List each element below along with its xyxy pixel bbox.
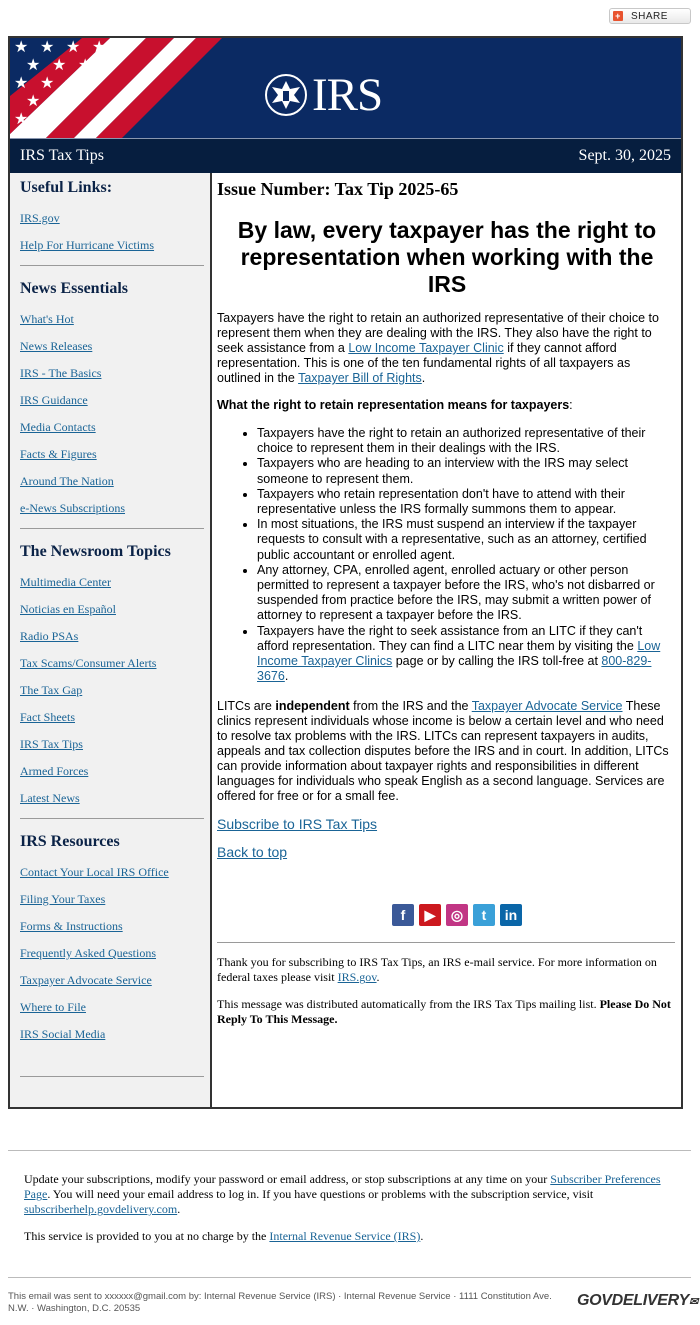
sidebar-divider xyxy=(20,1076,204,1077)
sidebar-section-news-essentials xyxy=(10,280,210,516)
govdelivery-logo[interactable] xyxy=(577,1292,698,1310)
sidebar-heading: News Essentials xyxy=(20,280,129,297)
facebook-icon[interactable]: f xyxy=(392,904,414,926)
irs-link[interactable]: Internal Revenue Service (IRS) xyxy=(269,1229,421,1243)
intro-paragraph xyxy=(217,311,677,386)
issue-number: Issue Number: Tax Tip 2025-65 xyxy=(217,179,459,199)
sidebar-link[interactable]: Help For Hurricane Victims xyxy=(20,238,155,252)
twitter-icon[interactable]: t xyxy=(473,904,495,926)
section-subhead xyxy=(217,398,677,412)
subscription-text xyxy=(24,1172,674,1217)
thanks-end: . xyxy=(376,970,380,985)
rights-list xyxy=(217,426,677,684)
list-item: • Taxpayers have the right to retain an authorized representative of their choice to represent them in their dealings with the IRS. xyxy=(257,426,677,456)
sidebar-link[interactable]: The Tax Gap xyxy=(20,683,83,697)
subscribe-link[interactable]: Subscribe to IRS Tax Tips xyxy=(217,816,378,833)
thanks-text xyxy=(217,955,677,985)
list-item: • Any attorney, CPA, enrolled agent, enrolled actuary or other person permitted to represent a taxpayer before the IRS, who's not disbarred or suspended from practice before the IRS, may submit a written power of attorney to represent a taxpayer before the IRS. xyxy=(257,563,677,624)
subscription-body: . You will need your email address to log in. If you have questions or problems with the subscription service, visit xyxy=(47,1187,594,1201)
svg-text:★: ★ xyxy=(78,55,93,74)
article-headline: By law, every taxpayer has the right to representation when working with the IRS xyxy=(237,217,657,297)
share-label: SHARE xyxy=(631,10,668,22)
bottom-divider xyxy=(8,1277,691,1278)
content-divider xyxy=(217,942,675,943)
subscription-divider xyxy=(8,1150,691,1151)
phone-link[interactable]: 800-829-3676 xyxy=(257,654,652,684)
sidebar-link[interactable]: News Releases xyxy=(20,339,93,353)
sidebar-link[interactable]: Forms & Instructions xyxy=(20,919,123,933)
intro-text: . xyxy=(421,371,426,385)
taxpayer-bill-of-rights-link[interactable]: Taxpayer Bill of Rights xyxy=(298,371,422,385)
distribution-notice xyxy=(217,997,677,1027)
instagram-icon[interactable]: ◎ xyxy=(446,904,468,926)
svg-text:★: ★ xyxy=(26,91,41,110)
irs-logo xyxy=(264,68,382,122)
litc-page-link[interactable]: Low Income Taxpayer Clinics xyxy=(257,638,661,669)
sidebar-link[interactable]: What's Hot xyxy=(20,312,74,326)
plus-icon: + xyxy=(613,11,623,21)
newsletter-title: IRS Tax Tips xyxy=(20,147,104,164)
envelope-icon: ✉ xyxy=(689,1296,698,1308)
sidebar-link[interactable]: IRS Tax Tips xyxy=(20,737,83,751)
subhead-text: What the right to retain representation means for taxpayers xyxy=(217,398,570,412)
sidebar-link[interactable]: e-News Subscriptions xyxy=(20,501,125,515)
provided-end: . xyxy=(420,1229,424,1243)
list-item xyxy=(257,624,677,685)
list-item-text: page or by calling the IRS toll-free at xyxy=(392,654,602,669)
issue-date: Sept. 30, 2025 xyxy=(578,147,671,164)
sidebar-link[interactable]: IRS Social Media xyxy=(20,1027,106,1041)
svg-text:★: ★ xyxy=(40,73,55,92)
sidebar-heading: Useful Links: xyxy=(20,179,113,196)
sidebar-link[interactable]: Fact Sheets xyxy=(20,710,75,724)
sidebar-section-irs-resources xyxy=(10,833,210,1042)
sidebar xyxy=(10,173,212,1107)
banner xyxy=(10,38,681,138)
provided-body: This service is provided to you at no charge by the xyxy=(24,1229,270,1243)
list-item-text: . xyxy=(284,669,289,684)
sidebar-link[interactable]: Media Contacts xyxy=(20,420,96,434)
svg-text:★: ★ xyxy=(40,38,55,56)
provided-by-text xyxy=(24,1229,674,1244)
sidebar-link[interactable]: IRS - The Basics xyxy=(20,366,102,380)
list-item-text: Taxpayers have the right to seek assistance from an LITC if they can't afford representation. They can find a LITC near them by visiting the xyxy=(257,623,643,653)
sidebar-link[interactable]: Multimedia Center xyxy=(20,575,111,589)
sidebar-link[interactable]: Radio PSAs xyxy=(20,629,79,643)
subscription-body: . xyxy=(177,1202,181,1216)
intro-text: Taxpayers have the right to retain an authorized representative of their choice to represent them when they are dealing with the IRS. They also have the right to seek assistance from a xyxy=(217,311,659,355)
distribution-text: This message was distributed automatically from the IRS Tax Tips mailing list. xyxy=(217,997,600,1012)
sidebar-link[interactable]: Contact Your Local IRS Office xyxy=(20,865,169,879)
sidebar-divider xyxy=(20,265,204,266)
eagle-icon xyxy=(264,73,308,117)
social-links xyxy=(217,904,677,926)
govdelivery-text: GOVDELIVERY xyxy=(577,1292,689,1309)
svg-text:★: ★ xyxy=(52,55,67,74)
sent-to-notice: This email was sent to xxxxxx@gmail.com by: Internal Revenue Service (IRS) · Internal Revenue Service · 1111 Constitution Ave. N.W. · Washington, D.C. 20535 xyxy=(8,1291,552,1314)
sidebar-link[interactable]: Where to File xyxy=(20,1000,86,1014)
litc-link[interactable]: Low Income Taxpayer Clinic xyxy=(348,341,504,355)
sidebar-link[interactable]: Around The Nation xyxy=(20,474,114,488)
svg-text:★: ★ xyxy=(14,73,29,92)
svg-text:★: ★ xyxy=(14,109,29,128)
litc-bold: independent xyxy=(275,699,350,714)
no-reply-notice: Please Do Not Reply To This Message. xyxy=(217,997,671,1027)
sidebar-link[interactable]: Facts & Figures xyxy=(20,447,97,461)
title-bar xyxy=(10,138,681,173)
article xyxy=(217,173,677,1039)
list-item: • Taxpayers who retain representation don't have to attend with their representative unless the IRS formally summons them to appear. xyxy=(257,487,677,517)
sidebar-link[interactable]: Frequently Asked Questions xyxy=(20,946,156,960)
sidebar-link[interactable]: Noticias en Español xyxy=(20,602,116,616)
svg-text:★: ★ xyxy=(66,38,81,56)
sidebar-link[interactable]: IRS.gov xyxy=(20,211,60,225)
svg-text:★: ★ xyxy=(26,55,41,74)
sidebar-heading: IRS Resources xyxy=(20,833,120,850)
irs-gov-link[interactable]: IRS.gov xyxy=(337,970,377,985)
sidebar-link[interactable]: Filing Your Taxes xyxy=(20,892,106,906)
sidebar-link[interactable]: Tax Scams/Consumer Alerts xyxy=(20,656,157,670)
litc-text: These clinics represent individuals whose income is below a certain level and who need to resolve tax problems with the IRS. LITCs can represent taxpayers in audits, appeals and tax collection disputes before the IRS and in court. In addition, LITCs can provide information about taxpayer rights and responsibilities in different languages for individuals who speak English as a second language. Services are offered for free or for a small fee. xyxy=(217,699,669,804)
taxpayer-advocate-link[interactable]: Taxpayer Advocate Service xyxy=(471,699,623,714)
list-item: • Taxpayers who are heading to an interview with the IRS may select someone to represent them. xyxy=(257,456,677,486)
svg-text:★: ★ xyxy=(48,91,63,110)
subscriber-help-link[interactable]: subscriberhelp.govdelivery.com xyxy=(24,1202,178,1216)
logo-text: IRS xyxy=(312,69,383,121)
sidebar-divider xyxy=(20,528,204,529)
thanks-body: Thank you for subscribing to IRS Tax Tips, an IRS e-mail service. For more information on federal taxes please visit xyxy=(217,955,657,985)
share-button[interactable] xyxy=(609,8,691,24)
litc-text: LITCs are xyxy=(217,699,276,714)
newsletter-frame xyxy=(8,36,683,1109)
intro-text: if they cannot afford representation. This is one of the ten fundamental rights of all taxpayers as outlined in the xyxy=(217,341,631,385)
sidebar-heading: The Newsroom Topics xyxy=(20,543,171,560)
subscriber-preferences-link[interactable]: Subscriber Preferences Page xyxy=(24,1172,661,1201)
svg-text:★: ★ xyxy=(14,38,29,56)
sidebar-link[interactable]: IRS Guidance xyxy=(20,393,88,407)
youtube-icon[interactable]: ▶ xyxy=(419,904,441,926)
sidebar-link[interactable]: Latest News xyxy=(20,791,80,805)
litc-text: from the IRS and the xyxy=(349,699,472,714)
subscription-info xyxy=(24,1172,674,1256)
sidebar-link[interactable]: Armed Forces xyxy=(20,764,89,778)
sidebar-link[interactable]: Taxpayer Advocate Service xyxy=(20,973,152,987)
subhead-colon: : xyxy=(569,398,573,412)
sidebar-divider xyxy=(20,818,204,819)
sidebar-section-useful-links xyxy=(10,179,210,253)
svg-text:★: ★ xyxy=(92,38,107,56)
list-item: • In most situations, the IRS must suspend an interview if the taxpayer requests to consult with a representative, such as an attorney, certified public accountant or enrolled agent. xyxy=(257,517,677,563)
sidebar-section-newsroom-topics xyxy=(10,543,210,806)
flag-graphic xyxy=(10,38,270,138)
back-to-top-link[interactable]: Back to top xyxy=(217,844,288,861)
litc-paragraph xyxy=(217,699,677,804)
svg-text:★: ★ xyxy=(64,73,79,92)
linkedin-icon[interactable]: in xyxy=(500,904,522,926)
subscription-body: Update your subscriptions, modify your password or email address, or stop subscriptions at any time on your xyxy=(24,1172,551,1186)
